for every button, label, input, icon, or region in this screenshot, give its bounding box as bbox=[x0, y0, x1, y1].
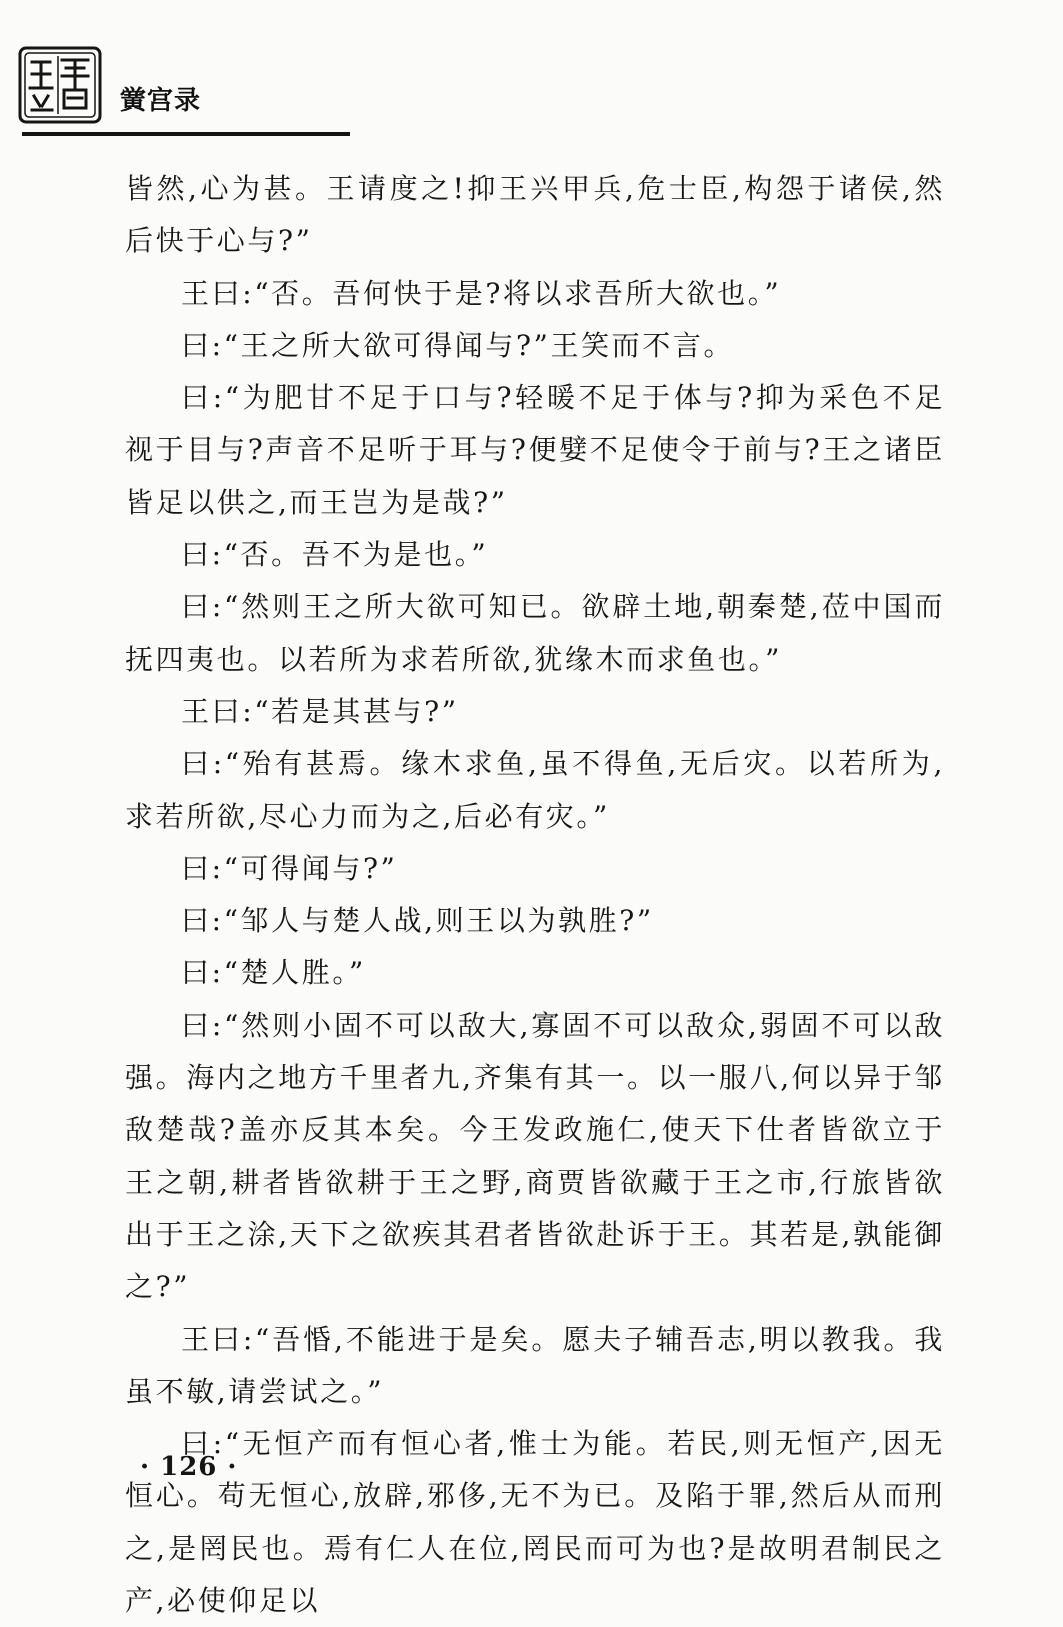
paragraph: 王曰:“否。吾何快于是?将以求吾所大欲也。” bbox=[181, 276, 782, 310]
paragraph: 曰:“然则小固不可以敌大,寡固不可以敌众,弱固不可以敌强。海内之地方千里者九,齐集有其一。以一服八,何以异于邹敌楚哉?盖亦反其本矣。今王发政施仁,使天下仕者皆欲立于王之朝,耕者皆欲耕于王之野,商贾皆欲藏于王之市,行旅皆欲出于王之涂,天下之欲疾其君者皆欲赴诉于王。其若是,孰能御之?” bbox=[125, 1008, 945, 1304]
seal-logo-icon bbox=[18, 46, 102, 124]
paragraph: 曰:“否。吾不为是也。” bbox=[181, 538, 489, 572]
header-rule bbox=[22, 132, 350, 136]
paragraph: 皆然,心为甚。王请度之!抑王兴甲兵,危士臣,构怨于诸侯,然后快于心与?” bbox=[125, 172, 945, 258]
paragraph: 曰:“楚人胜。” bbox=[181, 956, 366, 990]
paragraph: 曰:“邹人与楚人战,则王以为孰胜?” bbox=[181, 904, 654, 938]
paragraph: 曰:“然则王之所大欲可知已。欲辟土地,朝秦楚,莅中国而抚四夷也。以若所为求若所欲,犹缘木而求鱼也。” bbox=[125, 590, 945, 676]
paragraph: 曰:“可得闻与?” bbox=[181, 851, 398, 885]
paragraph: 曰:“王之所大欲可得闻与?”王笑而不言。 bbox=[181, 328, 735, 362]
page-number: · 126 · bbox=[140, 1452, 238, 1482]
paragraph: 曰:“为肥甘不足于口与?轻暖不足于体与?抑为采色不足视于目与?声音不足听于耳与?便嬖不足使令于前与?王之诸臣皆足以供之,而王岂为是哉?” bbox=[125, 381, 945, 519]
paragraph: 王曰:“若是其甚与?” bbox=[181, 694, 459, 728]
seal-logo bbox=[18, 46, 102, 124]
paragraph: 王曰:“吾惛,不能进于是矣。愿夫子辅吾志,明以教我。我虽不敏,请尝试之。” bbox=[125, 1322, 945, 1408]
running-head-title: 黉宫录 bbox=[120, 86, 202, 116]
paragraph: 曰:“无恒产而有恒心者,惟士为能。若民,则无恒产,因无恒心。苟无恒心,放辟,邪侈,无不为已。及陷于罪,然后从而刑之,是罔民也。焉有仁人在位,罔民而可为也?是故明君制民之产,必使仰足以 bbox=[125, 1427, 945, 1618]
body-text bbox=[125, 163, 945, 1627]
paragraph: 曰:“殆有甚焉。缘木求鱼,虽不得鱼,无后灾。以若所为,求若所欲,尽心力而为之,后必有灾。” bbox=[125, 747, 945, 833]
